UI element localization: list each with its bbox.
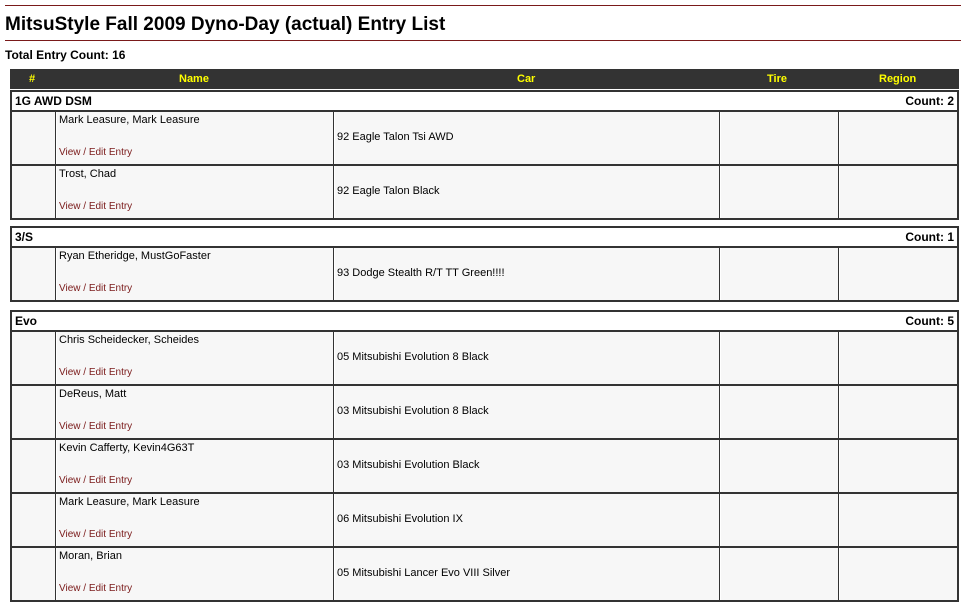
- page-title: MitsuStyle Fall 2009 Dyno-Day (actual) Entry List: [5, 14, 446, 35]
- table-header: [10, 69, 959, 89]
- view-edit-entry-link[interactable]: View / Edit Entry: [59, 475, 133, 486]
- view-edit-entry-link[interactable]: View / Edit Entry: [59, 583, 133, 594]
- region-cell: [840, 112, 957, 164]
- car-description: 92 Eagle Talon Black: [337, 185, 440, 197]
- car-description: 06 Mitsubishi Evolution IX: [337, 513, 463, 525]
- table-row: [12, 112, 957, 166]
- group-name: 3/S: [15, 230, 34, 244]
- entrant-name: Ryan Etheridge, MustGoFaster: [59, 250, 211, 262]
- group-header: [12, 228, 957, 248]
- group-header: [12, 92, 957, 112]
- class-group-3s: [10, 226, 959, 302]
- car-description: 03 Mitsubishi Evolution Black: [337, 459, 480, 471]
- tire-cell: [721, 332, 839, 384]
- car-cell: [335, 548, 720, 600]
- name-cell: [57, 386, 334, 438]
- car-cell: [335, 440, 720, 492]
- tire-cell: [721, 248, 839, 300]
- table-row: [12, 548, 957, 600]
- table-row: [12, 332, 957, 386]
- entrant-name: DeReus, Matt: [59, 388, 127, 400]
- name-cell: [57, 332, 334, 384]
- group-name: 1G AWD DSM: [15, 94, 92, 108]
- group-name: Evo: [15, 314, 38, 328]
- tire-cell: [721, 440, 839, 492]
- name-cell: [57, 494, 334, 546]
- region-cell: [840, 386, 957, 438]
- table-row: [12, 166, 957, 218]
- entrant-name: Trost, Chad: [59, 168, 117, 180]
- column-header-number: #: [29, 73, 36, 85]
- view-edit-entry-link[interactable]: View / Edit Entry: [59, 283, 133, 294]
- region-cell: [840, 494, 957, 546]
- number-cell: [12, 248, 56, 300]
- name-cell: [57, 548, 334, 600]
- number-cell: [12, 112, 56, 164]
- name-cell: [57, 440, 334, 492]
- group-count: Count: 1: [905, 230, 954, 244]
- region-cell: [840, 332, 957, 384]
- top-rule: [5, 5, 961, 6]
- entrant-name: Chris Scheidecker, Scheides: [59, 334, 200, 346]
- view-edit-entry-link[interactable]: View / Edit Entry: [59, 201, 133, 212]
- name-cell: [57, 166, 334, 218]
- total-entry-count: Total Entry Count: 16: [5, 48, 126, 62]
- entrant-name: Moran, Brian: [59, 550, 122, 562]
- name-cell: [57, 112, 334, 164]
- table-row: [12, 386, 957, 440]
- column-header-tire: Tire: [767, 73, 787, 85]
- view-edit-entry-link[interactable]: View / Edit Entry: [59, 529, 133, 540]
- tire-cell: [721, 386, 839, 438]
- view-edit-entry-link[interactable]: View / Edit Entry: [59, 147, 133, 158]
- car-description: 03 Mitsubishi Evolution 8 Black: [337, 405, 489, 417]
- group-count: Count: 5: [905, 314, 954, 328]
- car-cell: [335, 112, 720, 164]
- car-cell: [335, 494, 720, 546]
- view-edit-entry-link[interactable]: View / Edit Entry: [59, 367, 133, 378]
- group-count: Count: 2: [905, 94, 954, 108]
- car-description: 05 Mitsubishi Lancer Evo VIII Silver: [337, 567, 511, 579]
- tire-cell: [721, 494, 839, 546]
- view-edit-entry-link[interactable]: View / Edit Entry: [59, 421, 133, 432]
- group-header: [12, 312, 957, 332]
- table-row: [12, 248, 957, 300]
- number-cell: [12, 548, 56, 600]
- entrant-name: Mark Leasure, Mark Leasure: [59, 496, 200, 508]
- region-cell: [840, 440, 957, 492]
- entrant-name: Kevin Cafferty, Kevin4G63T: [59, 442, 195, 454]
- car-cell: [335, 248, 720, 300]
- column-header-car: Car: [517, 73, 536, 85]
- number-cell: [12, 332, 56, 384]
- class-group-1g-awd-dsm: [10, 90, 959, 220]
- car-cell: [335, 332, 720, 384]
- region-cell: [840, 548, 957, 600]
- car-description: 92 Eagle Talon Tsi AWD: [337, 131, 454, 143]
- number-cell: [12, 440, 56, 492]
- car-cell: [335, 386, 720, 438]
- class-group-evo: [10, 310, 959, 602]
- tire-cell: [721, 548, 839, 600]
- number-cell: [12, 386, 56, 438]
- tire-cell: [721, 166, 839, 218]
- name-cell: [57, 248, 334, 300]
- tire-cell: [721, 112, 839, 164]
- car-cell: [335, 166, 720, 218]
- number-cell: [12, 494, 56, 546]
- region-cell: [840, 166, 957, 218]
- title-rule: [5, 40, 961, 41]
- number-cell: [12, 166, 56, 218]
- region-cell: [840, 248, 957, 300]
- table-row: [12, 440, 957, 494]
- column-header-region: Region: [879, 73, 917, 85]
- table-row: [12, 494, 957, 548]
- car-description: 05 Mitsubishi Evolution 8 Black: [337, 351, 489, 363]
- entrant-name: Mark Leasure, Mark Leasure: [59, 114, 200, 126]
- column-header-name: Name: [179, 73, 209, 85]
- car-description: 93 Dodge Stealth R/T TT Green!!!!: [337, 267, 505, 279]
